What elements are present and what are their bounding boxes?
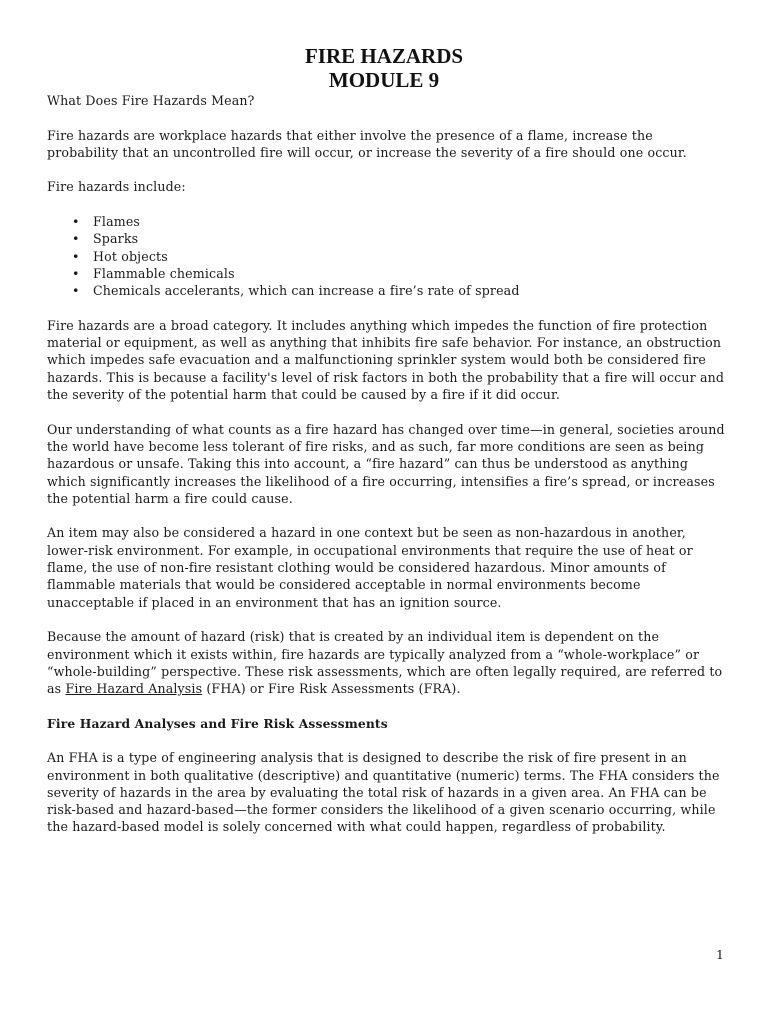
bullet-icon: •: [72, 231, 80, 247]
list-item-text: Flammable chemicals: [93, 265, 235, 281]
list-item: [72, 282, 727, 299]
page-number: 1: [716, 947, 724, 962]
list-item-text: Sparks: [93, 231, 139, 247]
list-item: [72, 213, 727, 230]
list-lead: Fire hazards include:: [47, 179, 186, 195]
assessment-text-start: Because the amount of hazard (risk) that is created by an individual item is dependent on the environment which it exists within, fire hazards are typically analyzed from a “whole-workplace” or “whole-building” perspective. These risk assessments, which are often legally required, are referred to as: [47, 629, 723, 697]
hazard-list: [47, 213, 727, 299]
module-label: MODULE 9: [328, 68, 440, 92]
fire-hazard-analysis-link[interactable]: Fire Hazard Analysis: [65, 681, 203, 697]
list-item-text: Hot objects: [93, 248, 168, 264]
document-body: [47, 92, 727, 853]
list-item: [72, 230, 727, 247]
fha-paragraph: An FHA is a type of engineering analysis that is designed to describe the risk of fire present in an environment in both qualitative (descriptive) and quantitative (numeric) terms. The FHA considers the severity of hazards in the area by evaluating the total risk of hazards in a given area. An FHA can be risk-based and hazard-based—the former considers the likelihood of a given scenario occurring, while the hazard-based model is solely concerned with what could happen, regardless of probability.: [47, 750, 720, 835]
list-item-text: Flames: [93, 214, 141, 230]
document-title: FIRE HAZARDS: [304, 44, 464, 68]
list-item: [72, 248, 727, 265]
broad-category-paragraph: Fire hazards are a broad category. It includes anything which impedes the function of fire protection material or equipment, as well as anything that inhibits fire safe behavior. For instance, an obstruction which impedes safe evacuation and a malfunctioning sprinkler system would both be considered fire hazards. This is because a facility's level of risk factors in both the probability that a fire will occur and the severity of the potential harm that could be caused by a fire if it did occur.: [47, 317, 725, 403]
bullet-icon: •: [72, 214, 80, 230]
bullet-icon: •: [72, 265, 80, 281]
assessment-paragraph: [47, 628, 727, 697]
context-paragraph: An item may also be considered a hazard in one context but be seen as non-hazardous in another, lower-risk environment. For example, in occupational environments that require the use of heat or flame, the use of non-fire resistant clothing would be considered hazardous. Minor amounts of flammable materials that would be considered acceptable in normal environments become unacceptable if placed in an environment that has an ignition source.: [47, 525, 693, 610]
question-heading: What Does Fire Hazards Mean?: [47, 93, 255, 108]
understanding-paragraph: Our understanding of what counts as a fire hazard has changed over time—in general, societies around the world have become less tolerant of fire risks, and as such, far more conditions are seen as being hazardous or unsafe. Taking this into account, a “fire hazard” can thus be understood as anything which significantly increases the likelihood of a fire occurring, intensifies a fire’s spread, or increases the potential harm a fire could cause.: [47, 421, 725, 506]
intro-paragraph: Fire hazards are workplace hazards that either involve the presence of a flame, increase the probability that an uncontrolled fire will occur, or increase the severity of a fire should one occur.: [47, 127, 687, 160]
bullet-icon: •: [72, 248, 80, 264]
section-heading: Fire Hazard Analyses and Fire Risk Assessments: [47, 715, 388, 731]
list-item: [72, 265, 727, 282]
assessment-text-end: (FHA) or Fire Risk Assessments (FRA).: [202, 681, 461, 697]
bullet-icon: •: [72, 283, 80, 299]
list-item-text: Chemicals accelerants, which can increase a fire’s rate of spread: [93, 283, 520, 299]
